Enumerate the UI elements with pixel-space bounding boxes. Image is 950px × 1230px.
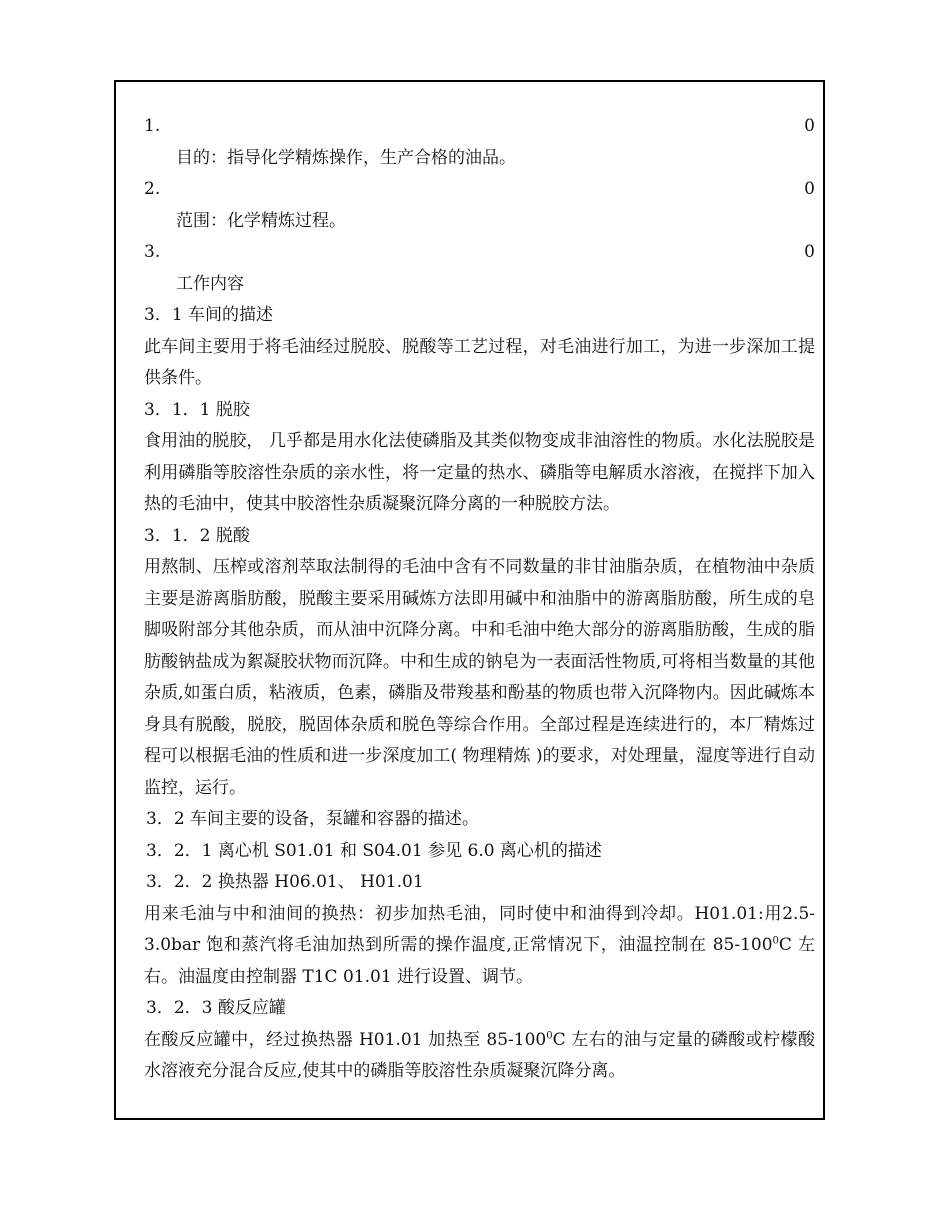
paragraph-3-2-2 bbox=[144, 899, 815, 994]
paragraph-3-2-3 bbox=[144, 1025, 815, 1088]
document-content bbox=[144, 111, 815, 1088]
heading-3-2-2: 3．2．2 换热器 H06.01、 H01.01 bbox=[146, 872, 424, 892]
heading-3-2-3: 3．2．3 酸反应罐 bbox=[146, 998, 286, 1018]
section-2-number: 2. bbox=[144, 179, 161, 199]
section-2-text: 范围：化学精炼过程。 bbox=[176, 210, 346, 231]
section-2-row bbox=[144, 174, 815, 206]
paragraph-3-2-2-part-a: 用来毛油与中和油间的换热：初步加热毛油，同时使中和油得到冷却。H01.01:用2.5-3.0bar 饱和蒸汽将毛油加热到所需的操作温度,正常情况下，油温控制在 85-100 bbox=[144, 903, 815, 955]
degree-superscript-2: 0 bbox=[546, 1029, 553, 1041]
section-1-page: 0 bbox=[804, 116, 815, 136]
degree-superscript: 0 bbox=[772, 935, 779, 947]
paragraph-3-2-2-part-b: C 左右。油温度由控制器 T1C 01.01 进行设置、调节。 bbox=[144, 935, 815, 987]
heading-3-1-2: 3．1．2 脱酸 bbox=[144, 525, 250, 546]
section-3-text: 工作内容 bbox=[176, 273, 244, 294]
paragraph-3-2-3-part-a: 在酸反应罐中，经过换热器 H01.01 加热至 85-100 bbox=[144, 1029, 547, 1050]
paragraph-3-1: 此车间主要用于将毛油经过脱胶、脱酸等工艺过程，对毛油进行加工，为进一步深加工提供条件。 bbox=[144, 336, 815, 388]
heading-3-2-1: 3．2．1 离心机 S01.01 和 S04.01 参见 6.0 离心机的描述 bbox=[146, 840, 602, 861]
section-3-row bbox=[144, 237, 815, 269]
section-1-text: 目的：指导化学精炼操作，生产合格的油品。 bbox=[176, 147, 516, 168]
section-1-row bbox=[144, 111, 815, 143]
heading-3-1: 3．1 车间的描述 bbox=[144, 305, 274, 325]
heading-3-1-1: 3．1．1 脱胶 bbox=[144, 399, 250, 420]
heading-3-2: 3．2 车间主要的设备，泵罐和容器的描述。 bbox=[146, 809, 480, 829]
section-3-number: 3. bbox=[144, 242, 161, 262]
paragraph-3-1-1: 食用油的脱胶， 几乎都是用水化法使磷脂及其类似物变成非油溶性的物质。水化法脱胶是利用磷脂等胶溶性杂质的亲水性，将一定量的热水、磷脂等电解质水溶液，在搅拌下加入热的毛油中，使其中胶溶性杂质凝聚沉降分离的一种脱胶方法。 bbox=[144, 431, 815, 514]
paragraph-3-1-2: 用熬制、压榨或溶剂萃取法制得的毛油中含有不同数量的非甘油脂杂质，在植物油中杂质主要是游离脂肪酸，脱酸主要采用碱炼方法即用碱中和油脂中的游离脂肪酸，所生成的皂脚吸附部分其他杂质，而从油中沉降分离。中和毛油中绝大部分的游离脂肪酸，生成的脂肪酸钠盐成为絮凝胶状物而沉降。中和生成的钠皂为一表面活性物质,可将相当数量的其他杂质,如蛋白质，粘液质，色素，磷脂及带羧基和酚基的物质也带入沉降物内。因此碱炼本身具有脱酸，脱胶，脱固体杂质和脱色等综合作用。全部过程是连续进行的，本厂精炼过程可以根据毛油的性质和进一步深度加工( 物理精炼 )的要求，对处理量，湿度等进行自动监控，运行。 bbox=[144, 557, 815, 798]
paragraph-3-2-3-part-b: C 左右的油与定量的磷酸或柠檬酸水溶液充分混合反应,使其中的磷脂等胶溶性杂质凝聚沉降分离。 bbox=[144, 1029, 815, 1081]
document-frame bbox=[114, 80, 825, 1120]
section-3-page: 0 bbox=[804, 242, 815, 262]
section-2-page: 0 bbox=[804, 179, 815, 199]
section-1-number: 1. bbox=[144, 116, 161, 136]
